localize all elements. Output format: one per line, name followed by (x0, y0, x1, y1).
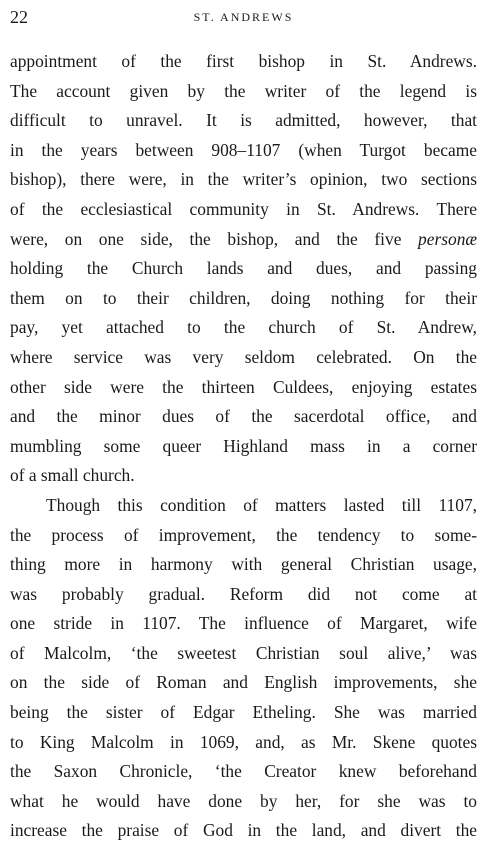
text-line: the Saxon Chronicle, ‘the Creator knew beforehand (10, 761, 477, 782)
text-line: pay, yet attached to the church of St. Andrew, (10, 317, 477, 338)
text-line: the process of improvement, the tendency to some- (10, 524, 477, 545)
body-text (10, 47, 477, 846)
page-number: 22 (10, 7, 28, 27)
text-line: difficult to unravel. It is admitted, however, that (10, 110, 477, 131)
text-line: holding the Church lands and dues, and passing (10, 258, 477, 279)
text-line: of the ecclesiastical community in St. Andrews. There (10, 198, 477, 219)
text-line: what he would have done by her, for she was to (10, 790, 477, 811)
text-line: them on to their children, doing nothing for their (10, 287, 477, 308)
text-fragment: were, on one side, the bishop, and the five (10, 228, 419, 249)
text-line: where service was very seldom celebrated. On the (10, 346, 477, 367)
text-line: to King Malcolm in 1069, and, as Mr. Skene quotes (10, 731, 477, 752)
paragraph-1 (10, 47, 477, 491)
text-line: was probably gradual. Reform did not come at (10, 583, 477, 604)
text-line: mumbling some queer Highland mass in a corner (10, 435, 477, 456)
text-line: The account given by the writer of the legend is (10, 80, 477, 101)
text-line: on the side of Roman and English improvements, she (10, 672, 477, 693)
text-line: appointment of the first bishop in St. Andrews. (10, 51, 477, 71)
text-line-with-italic (10, 225, 477, 255)
paragraph-2 (10, 491, 477, 846)
text-line: one stride in 1107. The influence of Margaret, wife (10, 613, 477, 634)
text-line: increase the praise of God in the land, and divert the (10, 820, 477, 841)
running-head: ST. ANDREWS (193, 10, 294, 24)
italic-word: personæ (418, 228, 477, 249)
text-line: being the sister of Edgar Etheling. She was married (10, 702, 477, 723)
page-header (10, 7, 477, 31)
text-line: of a small church. (10, 465, 135, 486)
text-line: Though this condition of matters lasted till 1107, (46, 494, 477, 515)
text-line: other side were the thirteen Culdees, enjoying estates (10, 376, 477, 397)
text-line: thing more in harmony with general Christian usage, (10, 554, 477, 575)
text-line: in the years between 908–1107 (when Turgot became (10, 139, 477, 160)
text-line: of Malcolm, ‘the sweetest Christian soul alive,’ was (10, 642, 477, 663)
text-line: bishop), there were, in the writer’s opinion, two sections (10, 169, 477, 190)
text-line: and the minor dues of the sacerdotal office, and (10, 406, 477, 427)
